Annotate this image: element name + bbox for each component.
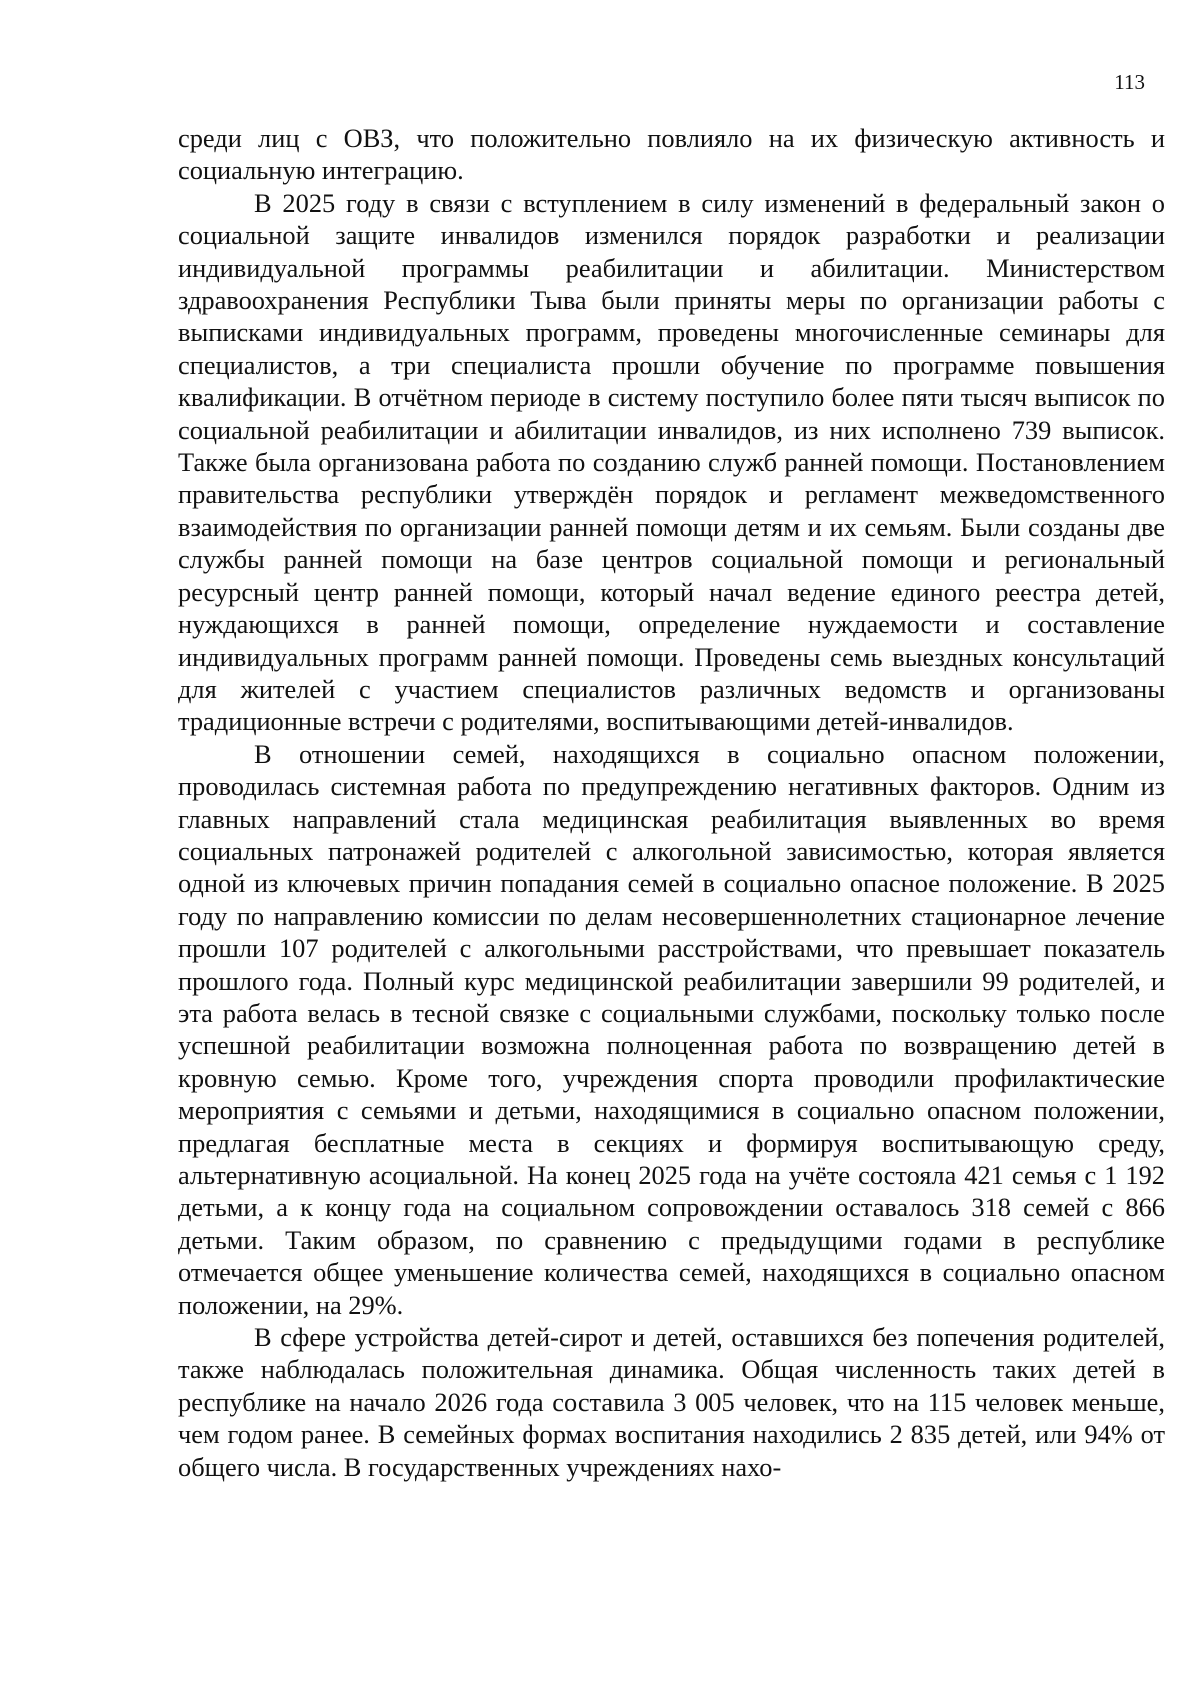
- paragraph-rehabilitation: В 2025 году в связи с вступлением в силу изменений в федеральный закон о социальной защите инвалидов изменился порядок разработки и реализации индивидуальной программы реабилитации и абилитации. Министерством здравоохранения Республики Тыва были приняты меры по организации работы с выписками индивидуальных программ, проведены многочисленные семинары для специалистов, а три специалиста прошли обучение по программе повышения квалификации. В отчётном периоде в систему поступило более пяти тысяч выписок по социальной реабилитации и абилитации инвалидов, из них исполнено 739 выписок. Также была организована работа по созданию служб ранней помощи. Постановлением правительства республики утверждён порядок и регламент межведомственного взаимодействия по организации ранней помощи детям и их семьям. Были созданы две службы ранней помощи на базе центров социальной помощи и региональный ресурсный центр ранней помощи, который начал ведение единого реестра детей, нуждающихся в ранней помощи, определение нуждаемости и составление индивидуальных программ ранней помощи. Проведены семь выездных консультаций для жителей с участием специалистов различных ведомств и организованы традиционные встречи с родителями, воспитывающими детей-инвалидов.: [178, 187, 1165, 737]
- document-body: [178, 122, 1165, 1483]
- paragraph-orphans: В сфере устройства детей-сирот и детей, оставшихся без попечения родителей, также наблюдалась положительная динамика. Общая численность таких детей в республике на начало 2026 года составила 3 005 человек, что на 115 человек меньше, чем годом ранее. В семейных формах воспитания находились 2 835 детей, или 94% от общего числа. В государственных учреждениях нахо-: [178, 1322, 1165, 1482]
- paragraph-families-at-risk: В отношении семей, находящихся в социально опасном положении, проводилась системная работа по предупреждению негативных факторов. Одним из главных направлений стала медицинская реабилитация выявленных во время социальных патронажей родителей с алкогольной зависимостью, которая является одной из ключевых причин попадания семей в социально опасное положение. В 2025 году по направлению комиссии по делам несовершеннолетних стационарное лечение прошли 107 родителей с алкогольными расстройствами, что превышает показатель прошлого года. Полный курс медицинской реабилитации завершили 99 родителей, и эта работа велась в тесной связке с социальными службами, поскольку только после успешной реабилитации возможна полноценная работа по возвращению детей в кровную семью. Кроме того, учреждения спорта проводили профилактические мероприятия с семьями и детьми, находящимися в социально опасном положении, предлагая бесплатные места в секциях и формируя воспитывающую среду, альтернативную асоциальной. На конец 2025 года на учёте состояла 421 семья с 1 192 детьми, а к концу года на социальном сопровождении оставалось 318 семей с 866 детьми. Таким образом, по сравнению с предыдущими годами в республике отмечается общее уменьшение количества семей, находящихся в социально опасном положении, на 29%.: [178, 738, 1165, 1320]
- page-number: 113: [1114, 70, 1145, 94]
- paragraph-continuation: среди лиц с ОВЗ, что положительно повлияло на их физическую активность и социальную интеграцию.: [178, 123, 1165, 186]
